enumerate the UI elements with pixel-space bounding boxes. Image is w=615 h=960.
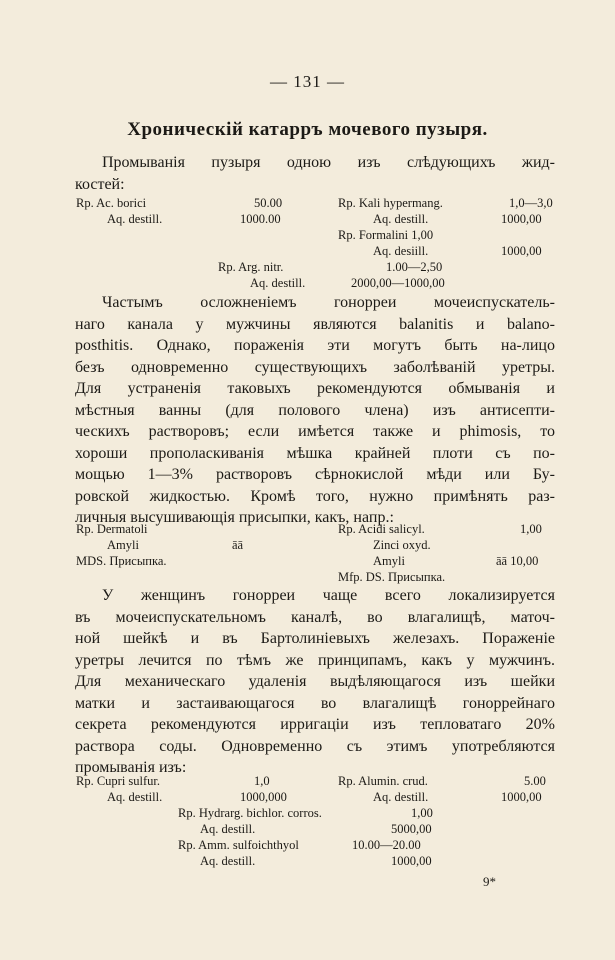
prescription-entry: Rp. Amm. sulfoichthyol (178, 838, 299, 852)
prescription-entry: 1,00 (520, 522, 542, 536)
prescription-entry: āā 10,00 (496, 554, 539, 568)
prescription-entry: 1000,00 (501, 244, 542, 258)
paragraph-line: Частымъ осложненіемъ гонорреи мочеиспускатель- (102, 294, 555, 311)
paragraph-line: хороши прополаскиванія мѣшка крайней плоти съ по- (75, 444, 555, 462)
paragraph-line: личныя высушивающія присыпки, какъ, напр.: (75, 509, 394, 526)
prescription-entry: Aq. destill. (373, 212, 429, 226)
prescription-entry: 10.00—20.00 (352, 838, 421, 852)
prescription-entry: Zinci oxyd. (373, 538, 431, 552)
paragraph-line: мѣстныя ванны (для полового члена) изъ антисепти- (75, 401, 555, 419)
prescription-entry: Rp. Alumin. crud. (338, 774, 428, 788)
prescription-entry: 1,0—3,0 (509, 196, 553, 210)
prescription-entry: MDS. Присыпка. (76, 554, 167, 568)
prescription-entry: Rp. Ac. boricі (76, 196, 147, 210)
prescription-entry: Aq. destill. (200, 822, 256, 836)
prescription-entry: Aq. destill. (373, 790, 429, 804)
paragraph-line: секрета рекомендуются ирригаціи изъ тепловатаго 20% (75, 716, 555, 733)
prescription-entry: Aq. desiill. (373, 244, 429, 258)
paragraph-line: безъ одновременно существующихъ заболѣваній уретры. (75, 358, 555, 376)
paragraph-line: Для механическаго удаленія выдѣляющагося изъ шейки (75, 673, 555, 690)
prescription-entry: 1.00—2,50 (386, 260, 443, 274)
prescription-entry: Rp. Formalini 1,00 (338, 228, 434, 242)
paragraph-line: ной шейкѣ и въ Бартолиніевыхъ железахъ. Пораженіе (75, 630, 555, 647)
prescription-entry: Rp. Acidi salicyl. (338, 522, 425, 536)
prescription-entry: Aq. destill. (107, 790, 163, 804)
signature-mark: 9* (483, 874, 496, 889)
paragraph-line: костей: (75, 175, 125, 193)
paragraph-line: ческихъ растворовъ; если имѣется также и phimosis, то (75, 423, 555, 440)
prescription-entry: 1000,00 (501, 212, 542, 226)
paragraph-line: промыванія изъ: (75, 759, 187, 776)
paragraph-line: уретры лечится по тѣмъ же принципамъ, какъ у мужчинъ. (75, 651, 555, 669)
prescription-entry: Aq. destill. (107, 212, 163, 226)
paragraph-line: въ мочеиспускательномъ каналѣ, во влагалищѣ, маточ- (75, 608, 555, 626)
prescription-entry: 5000,00 (391, 822, 432, 836)
prescription-entry: Amyli (373, 554, 405, 568)
paragraph-women (75, 585, 555, 779)
prescription-entry: 1000,000 (240, 790, 287, 804)
prescription-entry: Rp. Hydrarg. bichlor. corros. (178, 806, 322, 820)
paragraph-line: posthitis. Однако, пораженія эти могутъ быть на-лицо (75, 337, 555, 354)
paragraph-line: ровской жидкостью. Кромѣ того, нужно примѣнять раз- (75, 487, 555, 505)
paragraph-line: матки и застаивающагося во влагалищѣ гоноррейнаго (75, 694, 555, 712)
prescription-entry: 1,0 (254, 774, 270, 788)
prescription-entry: Amyli (107, 538, 139, 552)
section-title: Хроническій катарръ мочевого пузыря. (127, 119, 488, 140)
prescription-entry: 1000,00 (391, 854, 432, 868)
prescription-entry: 1000.00 (240, 212, 281, 226)
prescription-entry: Aq. destill. (200, 854, 256, 868)
intro-paragraph (75, 152, 555, 195)
prescription-entry: Rp. Kali hypermang. (338, 196, 443, 210)
prescription-entry: 1000,00 (501, 790, 542, 804)
prescription-entry: 1,00 (411, 806, 433, 820)
paragraph-line: раствора соды. Одновременно съ этимъ употребляются (75, 737, 555, 755)
paragraph-line: Для устраненія таковыхъ рекомендуются обмыванія и (75, 380, 555, 397)
paragraph-line: У женщинъ гонорреи чаще всего локализируется (102, 587, 555, 604)
paragraph-line: мощью 1—3% растворовъ сѣрнокислой мѣди или Бу- (75, 466, 555, 483)
prescription-entry: Rp. Arg. nitr. (218, 260, 284, 274)
prescription-entry: Rp. Dermatoli (76, 522, 148, 536)
prescription-entry: Aq. destill. (250, 276, 306, 290)
paragraph-complications (75, 292, 555, 529)
prescription-entry: 2000,00—1000,00 (351, 276, 445, 290)
paragraph-line: наго канала у мужчины являются balanitis и balano- (75, 315, 555, 333)
prescription-entry: 50.00 (254, 196, 283, 210)
prescription-entry: 5.00 (524, 774, 546, 788)
paragraph-line: Промыванія пузыря одною изъ слѣдующихъ жид- (102, 154, 555, 171)
prescription-entry: āā (232, 538, 244, 552)
prescription-entry: Rp. Cupri sulfur. (76, 774, 161, 788)
page-number: — 131 — (270, 72, 345, 91)
prescription-entry: Mfp. DS. Присыпка. (338, 570, 446, 584)
